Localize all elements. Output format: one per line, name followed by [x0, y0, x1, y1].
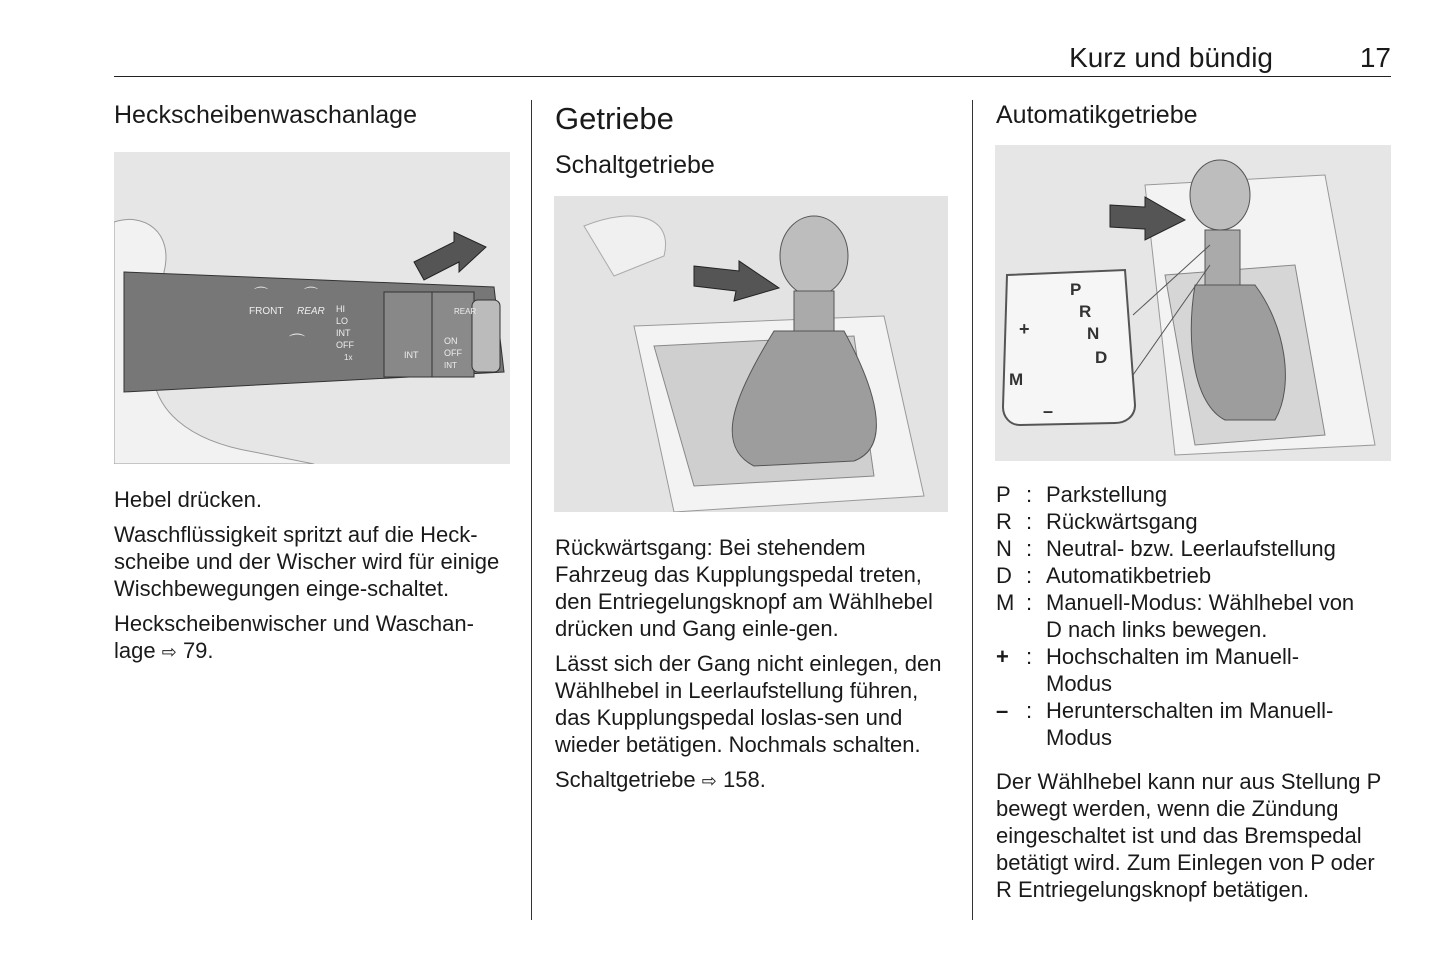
label-rear: REAR: [297, 306, 325, 317]
legend-key: M: [996, 590, 1015, 615]
gear-label-m: M: [1009, 370, 1024, 389]
legend-item: D : Automatikbetrieb: [996, 562, 1396, 589]
gear-label-d: D: [1095, 348, 1108, 367]
label-hi: HI: [336, 304, 345, 314]
legend-item: P : Parkstellung: [996, 481, 1396, 508]
paragraph-text: Heckscheibenwischer und Waschan-lage: [114, 611, 474, 663]
section-title: Kurz und bündig: [1069, 42, 1273, 73]
legend-key-inline: D: [1046, 617, 1062, 642]
legend-key: D: [996, 563, 1012, 588]
paragraph: Hebel drücken.: [114, 487, 262, 512]
legend-item: + : Hochschalten im Manuell- Modus: [996, 644, 1300, 696]
heading-manual-transmission: Schaltgetriebe: [555, 151, 715, 179]
legend-text: Hochschalten im Manuell-: [1046, 644, 1300, 669]
legend-text: Parkstellung: [1046, 482, 1168, 507]
wiper-icon: ⌒: [289, 334, 306, 351]
label-front: FRONT: [249, 306, 284, 317]
gear-legend: [996, 481, 1396, 751]
label-off-ring: OFF: [444, 348, 462, 358]
legend-item: R : Rückwärtsgang: [996, 508, 1396, 535]
legend-text: Rückwärtsgang: [1046, 509, 1198, 534]
rear-wiper-icon: ⌒: [304, 286, 318, 302]
text: P: [1366, 769, 1381, 794]
text: oder: [1324, 850, 1375, 875]
page-title: Getriebe: [555, 101, 674, 136]
label-off: OFF: [336, 340, 354, 350]
column-automatic: [996, 96, 1396, 911]
label-int-ring2: INT: [444, 361, 457, 370]
legend-key: R: [996, 509, 1012, 534]
heading-rear-washer: Heckscheibenwaschanlage: [114, 101, 417, 129]
paragraph: Rückwärtsgang: Bei stehendem Fahrzeug das Kupplungspedal treten, den Entriegelungsknopf am Wählhebel drücken und Gang einle-gen.: [555, 535, 933, 641]
label-int: INT: [336, 328, 351, 338]
legend-text-cont: Modus: [1046, 671, 1113, 696]
label-on: ON: [444, 336, 458, 346]
label-lo: LO: [336, 316, 349, 326]
page-number: 17: [1359, 42, 1391, 73]
column-transmission: [555, 96, 955, 803]
text: bewegt werden, wenn die Zündung eingeschaltet ist und das Bremspedal betätigt wird. Zum Einlegen von: [996, 796, 1362, 875]
page-reference-icon: ⇨: [161, 642, 177, 662]
legend-text: Automatikbetrieb: [1046, 563, 1212, 588]
front-wiper-icon: ⌒: [254, 286, 268, 302]
label-rear-ring: REAR: [454, 307, 477, 316]
paragraph: Lässt sich der Gang nicht einlegen, den Wählhebel in Leerlaufstellung führen, das Kupplungspedal loslas-sen und wieder betätigen. Nochmals schalten.: [555, 651, 942, 757]
text: Der Wählhebel kann nur aus Stellung: [996, 769, 1367, 794]
plus-icon: +: [996, 644, 1009, 669]
paragraph: Waschflüssigkeit spritzt auf die Heck-scheibe und der Wischer wird für einige Wischbewegungen einge-schaltet.: [114, 522, 500, 601]
legend-item: N : Neutral- bzw. Leerlaufstellung: [996, 535, 1396, 562]
page-reference-icon: ⇨: [701, 771, 717, 791]
paragraph-with-reference: [555, 766, 955, 795]
text: P: [1310, 850, 1325, 875]
minus-icon: –: [996, 698, 1009, 723]
legend-key: P: [996, 482, 1011, 507]
legend-text: Herunterschalten im Manuell-: [1046, 698, 1334, 723]
gear-label-n: N: [1087, 324, 1100, 343]
heading-automatic-transmission: Automatikgetriebe: [996, 101, 1198, 129]
figure-manual-gear-lever: [554, 196, 948, 512]
page-header: [114, 40, 1391, 77]
paragraph-text: Schaltgetriebe: [555, 767, 702, 792]
paragraph: [996, 768, 1396, 903]
page-reference[interactable]: 158.: [722, 767, 766, 792]
legend-item: M : Manuell-Modus: Wählhebel von D nach links bewegen.: [996, 590, 1355, 642]
page-reference[interactable]: 79.: [182, 638, 214, 663]
column-divider: [972, 100, 973, 920]
minus-icon: –: [1043, 401, 1054, 421]
text: R: [996, 877, 1012, 902]
label-int-ring: INT: [404, 350, 419, 360]
legend-text: Neutral- bzw. Leerlaufstellung: [1046, 536, 1336, 561]
label-1x: 1x: [344, 353, 353, 362]
figure-wiper-lever: [114, 152, 510, 464]
column-rear-washer: [114, 96, 514, 674]
plus-icon: +: [1019, 319, 1030, 339]
legend-text: Manuell-Modus: Wählhebel von: [1046, 590, 1355, 615]
paragraph-with-reference: [114, 610, 514, 666]
gear-label-r: R: [1079, 302, 1092, 321]
column-divider: [531, 100, 532, 920]
figure-automatic-selector: [995, 145, 1391, 461]
legend-key: N: [996, 536, 1012, 561]
gear-label-p: P: [1070, 280, 1082, 299]
legend-item: – : Herunterschalten im Manuell- Modus: [996, 698, 1334, 750]
legend-text-cont: Modus: [1046, 725, 1113, 750]
legend-text-cont: nach links bewegen.: [1061, 617, 1268, 642]
text: Entriegelungsknopf betätigen.: [1011, 877, 1310, 902]
